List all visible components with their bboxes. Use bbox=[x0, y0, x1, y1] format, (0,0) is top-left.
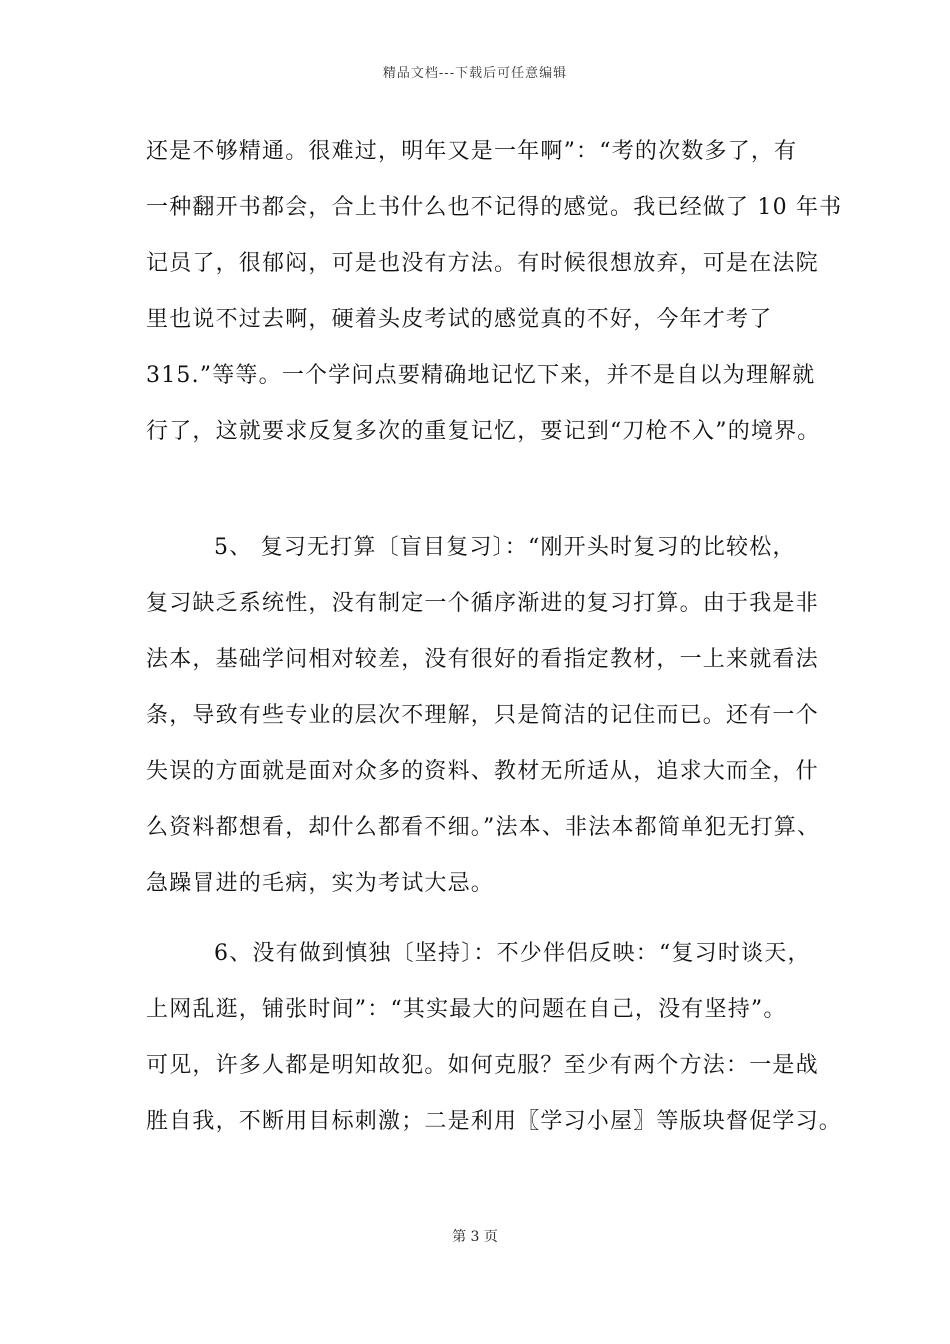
section-5-first-line: 5、 复习无打算〔盲目复习〕：“刚开头时复习的比较松， bbox=[214, 535, 796, 560]
body-line: 复习缺乏系统性，没有制定一个循序渐进的复习打算。由于我是非 bbox=[146, 591, 819, 616]
body-line: 胜自我，不断用目标刺激；二是利用〖学习小屋〗等版块督促学习。 bbox=[146, 1109, 843, 1134]
body-line: 还是不够精通。很难过，明年又是一年啊”：“考的次数多了，有 bbox=[146, 139, 798, 164]
body-line: 法本，基础学问相对较差，没有很好的看指定教材，一上来就看法 bbox=[146, 647, 819, 672]
body-line: 记员了，很郁闷，可是也没有方法。有时候很想放弃，可是在法院 bbox=[146, 251, 819, 276]
body-line: 可见，许多人都是明知故犯。如何克服？至少有两个方法：一是战 bbox=[146, 1053, 819, 1078]
body-line: 上网乱逛，铺张时间”：“其实最大的问题在自己，没有坚持”。 bbox=[146, 997, 787, 1022]
body-line: 急躁冒进的毛病，实为考试大忌。 bbox=[146, 871, 495, 896]
body-line: 行了，这就要求反复多次的重复记忆，要记到“刀枪不入”的境界。 bbox=[146, 419, 821, 444]
body-line: 失误的方面就是面对众多的资料、教材无所适从，追求大而全，什 bbox=[146, 759, 819, 784]
body-line: 315.”等等。一个学问点要精确地记忆下来，并不是自以为理解就 bbox=[146, 363, 816, 388]
page-number: 第 3 页 bbox=[452, 1229, 498, 1245]
page-header: 精品文档---下载后可任意编辑 bbox=[382, 66, 568, 81]
body-line: 么资料都想看，却什么都看不细。”法本、非法本都简单犯无打算、 bbox=[146, 815, 821, 840]
body-line: 条，导致有些专业的层次不理解，只是简洁的记住而已。还有一个 bbox=[146, 703, 819, 728]
body-line: 一种翻开书都会，合上书什么也不记得的感觉。我已经做了 10 年书 bbox=[146, 195, 843, 220]
body-line: 里也说不过去啊，硬着头皮考试的感觉真的不好，今年才考了 bbox=[146, 307, 773, 332]
section-6-first-line: 6、没有做到慎独〔坚持〕：不少伴侣反映：“复习时谈天， bbox=[214, 941, 811, 966]
